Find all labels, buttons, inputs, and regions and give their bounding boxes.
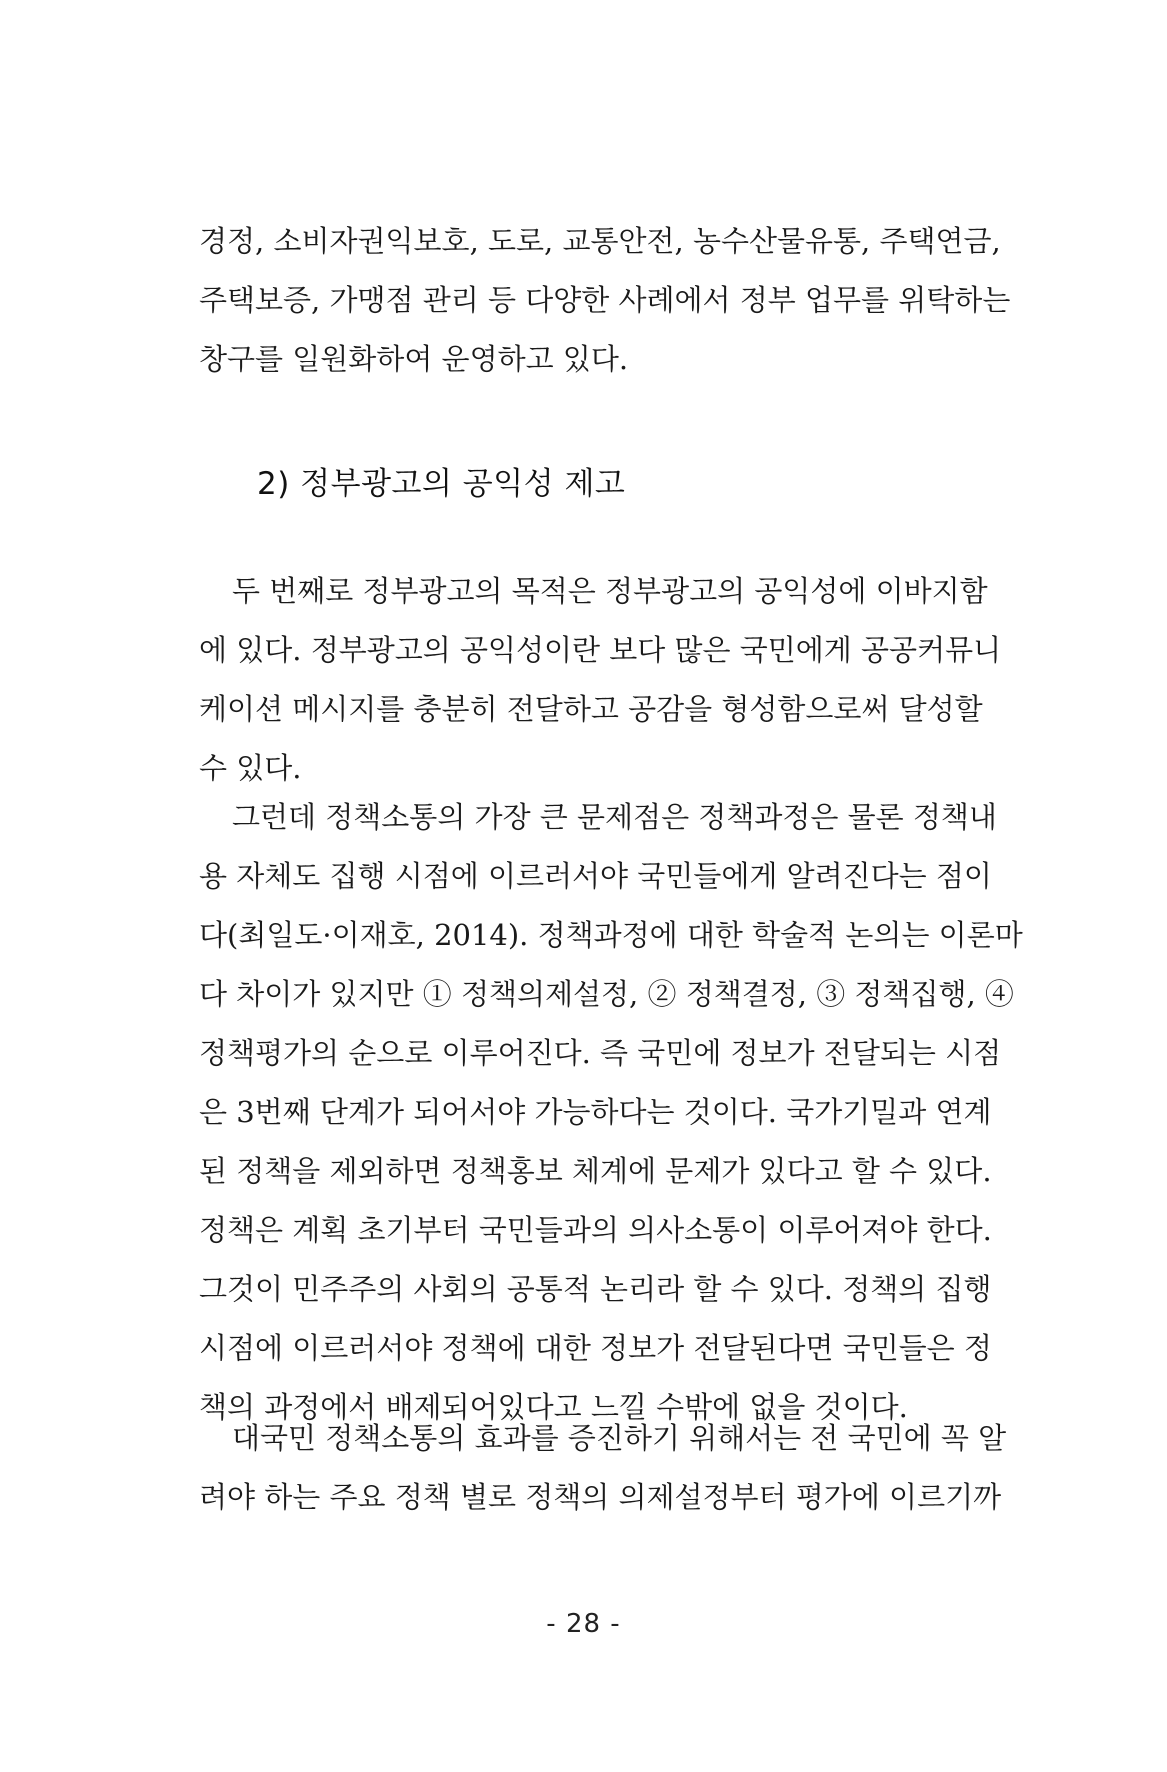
page-number: - 28 - bbox=[546, 1609, 621, 1639]
section-heading: 2) 정부광고의 공익성 제고 bbox=[257, 466, 626, 502]
text-line: 그것이 민주주의 사회의 공통적 논리라 할 수 있다. 정책의 집행 bbox=[199, 1272, 992, 1306]
text-line: 케이션 메시지를 충분히 전달하고 공감을 형성함으로써 달성할 bbox=[199, 692, 983, 726]
text-line: 대국민 정책소통의 효과를 증진하기 위해서는 전 국민에 꼭 알 bbox=[232, 1421, 1007, 1455]
text-line: 책의 과정에서 배제되어있다고 느낄 수밖에 없을 것이다. bbox=[199, 1390, 908, 1424]
paragraph-national-policy bbox=[199, 1409, 1007, 1527]
text-line: 두 번째로 정부광고의 목적은 정부광고의 공익성에 이바지함 bbox=[232, 574, 988, 608]
text-line: 된 정책을 제외하면 정책홍보 체계에 문제가 있다고 할 수 있다. bbox=[199, 1154, 992, 1188]
paragraph-public-interest bbox=[199, 562, 1002, 798]
text-line: 다(최일도·이재호, 2014). 정책과정에 대한 학술적 논의는 이론마 bbox=[199, 918, 1023, 952]
text-line: 려야 하는 주요 정책 별로 정책의 의제설정부터 평가에 이르기까 bbox=[199, 1480, 1002, 1514]
intro-paragraph bbox=[199, 212, 1011, 389]
text-line: 에 있다. 정부광고의 공익성이란 보다 많은 국민에게 공공커뮤니 bbox=[199, 633, 1002, 667]
text-line: 은 3번째 단계가 되어서야 가능하다는 것이다. 국가기밀과 연계 bbox=[199, 1095, 992, 1129]
text-line: 다 차이가 있지만 ① 정책의제설정, ② 정책결정, ③ 정책집행, ④ bbox=[199, 977, 1014, 1011]
text-line: 창구를 일원화하여 운영하고 있다. bbox=[199, 342, 629, 376]
text-line: 정책평가의 순으로 이루어진다. 즉 국민에 정보가 전달되는 시점 bbox=[199, 1036, 1002, 1070]
paragraph-policy-communication bbox=[199, 788, 1023, 1437]
text-line: 주택보증, 가맹점 관리 등 다양한 사례에서 정부 업무를 위탁하는 bbox=[199, 283, 1011, 317]
text-line: 수 있다. bbox=[199, 751, 302, 785]
text-line: 시점에 이르러서야 정책에 대한 정보가 전달된다면 국민들은 정 bbox=[199, 1331, 992, 1365]
text-line: 용 자체도 집행 시점에 이르러서야 국민들에게 알려진다는 점이 bbox=[199, 859, 992, 893]
text-line: 정책은 계획 초기부터 국민들과의 의사소통이 이루어져야 한다. bbox=[199, 1213, 992, 1247]
text-line: 경정, 소비자권익보호, 도로, 교통안전, 농수산물유통, 주택연금, bbox=[199, 224, 1001, 258]
text-line: 그런데 정책소통의 가장 큰 문제점은 정책과정은 물론 정책내 bbox=[232, 800, 997, 834]
